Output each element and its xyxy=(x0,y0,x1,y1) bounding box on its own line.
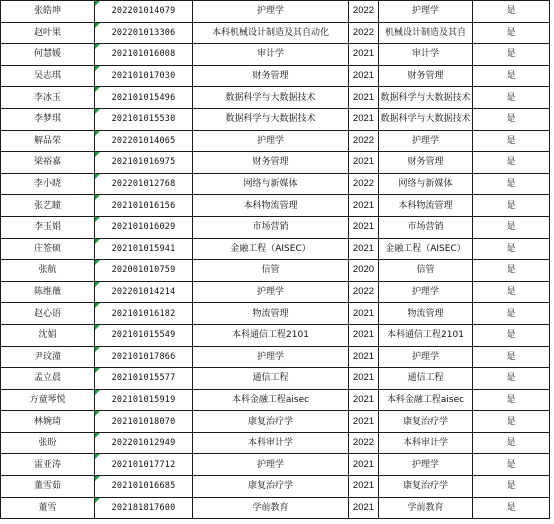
flag-cell[interactable]: 是 xyxy=(473,346,550,368)
major-cell[interactable]: 护理学 xyxy=(193,1,349,23)
major-2-cell[interactable]: 审计学 xyxy=(379,44,473,66)
name-cell[interactable]: 方童琴悦 xyxy=(1,389,95,411)
student-id-cell[interactable]: 202101015530 xyxy=(95,108,193,130)
major-cell[interactable]: 康复治疗学 xyxy=(193,476,349,498)
table-row xyxy=(1,476,550,498)
table-row xyxy=(1,454,550,476)
name-cell[interactable]: 吴志琪 xyxy=(1,65,95,87)
year-cell[interactable]: 2022 xyxy=(349,22,379,44)
student-id-cell[interactable]: 202101017866 xyxy=(95,346,193,368)
student-id-cell[interactable]: 202101017030 xyxy=(95,65,193,87)
flag-cell[interactable]: 是 xyxy=(473,108,550,130)
major-cell[interactable]: 护理学 xyxy=(193,346,349,368)
flag-cell[interactable]: 是 xyxy=(473,281,550,303)
major-2-cell[interactable]: 数据科学与大数据技术 xyxy=(379,87,473,109)
major-cell[interactable]: 康复治疗学 xyxy=(193,411,349,433)
name-cell[interactable]: 张艺瞳 xyxy=(1,195,95,217)
flag-cell[interactable]: 是 xyxy=(473,454,550,476)
name-cell[interactable]: 何慧媛 xyxy=(1,44,95,66)
year-cell[interactable]: 2021 xyxy=(349,195,379,217)
major-cell[interactable]: 数据科学与大数据技术 xyxy=(193,108,349,130)
table-row xyxy=(1,130,550,152)
major-cell[interactable]: 学前教育 xyxy=(193,497,349,519)
major-cell[interactable]: 护理学 xyxy=(193,130,349,152)
major-cell[interactable]: 金融工程（AISEC） xyxy=(193,238,349,260)
year-cell[interactable]: 2021 xyxy=(349,454,379,476)
student-id-cell[interactable]: 202101016685 xyxy=(95,476,193,498)
flag-cell[interactable]: 是 xyxy=(473,130,550,152)
student-id-cell[interactable]: 202101016156 xyxy=(95,195,193,217)
flag-cell[interactable]: 是 xyxy=(473,260,550,282)
flag-cell[interactable]: 是 xyxy=(473,476,550,498)
year-cell[interactable]: 2021 xyxy=(349,108,379,130)
major-2-cell[interactable]: 信管 xyxy=(379,260,473,282)
major-2-cell[interactable]: 数据科学与大数据技术 xyxy=(379,108,473,130)
student-id-cell[interactable]: 202201014079 xyxy=(95,1,193,23)
flag-cell[interactable]: 是 xyxy=(473,389,550,411)
major-2-cell[interactable]: 财务管理 xyxy=(379,65,473,87)
major-2-cell[interactable]: 护理学 xyxy=(379,346,473,368)
flag-cell[interactable]: 是 xyxy=(473,87,550,109)
student-id-cell[interactable]: 202101016975 xyxy=(95,152,193,174)
year-cell[interactable]: 2022 xyxy=(349,432,379,454)
major-cell[interactable]: 市场营销 xyxy=(193,216,349,238)
name-cell[interactable]: 张皓坤 xyxy=(1,1,95,23)
name-cell[interactable]: 沈娟 xyxy=(1,324,95,346)
major-2-cell[interactable]: 财务管理 xyxy=(379,152,473,174)
flag-cell[interactable]: 是 xyxy=(473,216,550,238)
major-2-cell[interactable]: 市场营销 xyxy=(379,216,473,238)
year-cell[interactable]: 2021 xyxy=(349,476,379,498)
year-cell[interactable]: 2021 xyxy=(349,87,379,109)
table-row xyxy=(1,108,550,130)
major-cell[interactable]: 本科金融工程aisec xyxy=(193,389,349,411)
name-cell[interactable]: 陈维薇 xyxy=(1,281,95,303)
year-cell[interactable]: 2022 xyxy=(349,1,379,23)
flag-cell[interactable]: 是 xyxy=(473,303,550,325)
major-2-cell[interactable]: 本科金融工程aisec xyxy=(379,389,473,411)
major-cell[interactable]: 财务管理 xyxy=(193,65,349,87)
name-cell[interactable]: 张航 xyxy=(1,260,95,282)
major-2-cell[interactable]: 本科物流管理 xyxy=(379,195,473,217)
name-cell[interactable]: 梁裕嘉 xyxy=(1,152,95,174)
major-cell[interactable]: 物流管理 xyxy=(193,303,349,325)
table-row xyxy=(1,346,550,368)
name-cell[interactable]: 尹玟潼 xyxy=(1,346,95,368)
table-row xyxy=(1,1,550,23)
year-cell[interactable]: 2021 xyxy=(349,152,379,174)
major-2-cell[interactable]: 康复治疗学 xyxy=(379,476,473,498)
student-id-cell[interactable]: 202201012768 xyxy=(95,173,193,195)
name-cell[interactable]: 董雪茹 xyxy=(1,476,95,498)
flag-cell[interactable]: 是 xyxy=(473,22,550,44)
year-cell[interactable]: 2021 xyxy=(349,65,379,87)
table-row xyxy=(1,152,550,174)
table-row xyxy=(1,216,550,238)
student-id-cell[interactable]: 202101015919 xyxy=(95,389,193,411)
student-id-cell[interactable]: 202201013306 xyxy=(95,22,193,44)
name-cell[interactable]: 李玉娟 xyxy=(1,216,95,238)
flag-cell[interactable]: 是 xyxy=(473,497,550,519)
flag-cell[interactable]: 是 xyxy=(473,324,550,346)
flag-cell[interactable]: 是 xyxy=(473,65,550,87)
table-row xyxy=(1,411,550,433)
flag-cell[interactable]: 是 xyxy=(473,411,550,433)
major-cell[interactable]: 数据科学与大数据技术 xyxy=(193,87,349,109)
major-cell[interactable]: 护理学 xyxy=(193,454,349,476)
student-id-cell[interactable]: 202101015549 xyxy=(95,324,193,346)
table-row xyxy=(1,368,550,390)
flag-cell[interactable]: 是 xyxy=(473,238,550,260)
student-id-cell[interactable]: 202101015577 xyxy=(95,368,193,390)
year-cell[interactable]: 2021 xyxy=(349,497,379,519)
name-cell[interactable]: 孟立晨 xyxy=(1,368,95,390)
major-2-cell[interactable]: 本科通信工程2101 xyxy=(379,324,473,346)
name-cell[interactable]: 解品荣 xyxy=(1,130,95,152)
name-cell[interactable]: 雷亚涛 xyxy=(1,454,95,476)
student-id-cell[interactable]: 202201014214 xyxy=(95,281,193,303)
student-id-cell[interactable]: 202001010759 xyxy=(95,260,193,282)
year-cell[interactable]: 2022 xyxy=(349,130,379,152)
year-cell[interactable]: 2021 xyxy=(349,324,379,346)
major-cell[interactable]: 护理学 xyxy=(193,281,349,303)
year-cell[interactable]: 2021 xyxy=(349,238,379,260)
major-cell[interactable]: 本科机械设计制造及其自动化 xyxy=(193,22,349,44)
year-cell[interactable]: 2021 xyxy=(349,368,379,390)
flag-cell[interactable]: 是 xyxy=(473,152,550,174)
major-2-cell[interactable]: 护理学 xyxy=(379,281,473,303)
major-2-cell[interactable]: 机械设计制造及其自 xyxy=(379,22,473,44)
name-cell[interactable]: 庄签硕 xyxy=(1,238,95,260)
student-id-cell[interactable]: 202101017712 xyxy=(95,454,193,476)
flag-cell[interactable]: 是 xyxy=(473,173,550,195)
table-row xyxy=(1,432,550,454)
spreadsheet-body xyxy=(1,1,550,519)
major-cell[interactable]: 财务管理 xyxy=(193,152,349,174)
name-cell[interactable]: 林婉琦 xyxy=(1,411,95,433)
major-2-cell[interactable]: 护理学 xyxy=(379,1,473,23)
year-cell[interactable]: 2021 xyxy=(349,389,379,411)
student-id-cell[interactable]: 202101015941 xyxy=(95,238,193,260)
student-id-cell[interactable]: 202101015496 xyxy=(95,87,193,109)
major-2-cell[interactable]: 学前教育 xyxy=(379,497,473,519)
major-2-cell[interactable]: 网络与新媒体 xyxy=(379,173,473,195)
major-2-cell[interactable]: 康复治疗学 xyxy=(379,411,473,433)
student-id-cell[interactable]: 202181817600 xyxy=(95,497,193,519)
flag-cell[interactable]: 是 xyxy=(473,432,550,454)
table-row xyxy=(1,324,550,346)
table-row xyxy=(1,260,550,282)
major-2-cell[interactable]: 护理学 xyxy=(379,454,473,476)
name-cell[interactable]: 董雪 xyxy=(1,497,95,519)
flag-cell[interactable]: 是 xyxy=(473,195,550,217)
major-cell[interactable]: 信管 xyxy=(193,260,349,282)
name-cell[interactable]: 赵叶果 xyxy=(1,22,95,44)
flag-cell[interactable]: 是 xyxy=(473,44,550,66)
year-cell[interactable]: 2021 xyxy=(349,303,379,325)
student-id-cell[interactable]: 202101018070 xyxy=(95,411,193,433)
name-cell[interactable]: 李冰玉 xyxy=(1,87,95,109)
year-cell[interactable]: 2022 xyxy=(349,173,379,195)
table-row xyxy=(1,303,550,325)
year-cell[interactable]: 2022 xyxy=(349,281,379,303)
flag-cell[interactable]: 是 xyxy=(473,368,550,390)
table-row xyxy=(1,195,550,217)
table-row xyxy=(1,389,550,411)
table-row xyxy=(1,22,550,44)
major-2-cell[interactable]: 护理学 xyxy=(379,130,473,152)
year-cell[interactable]: 2021 xyxy=(349,44,379,66)
major-cell[interactable]: 本科物流管理 xyxy=(193,195,349,217)
table-row xyxy=(1,87,550,109)
student-id-cell[interactable]: 202101016182 xyxy=(95,303,193,325)
table-row xyxy=(1,65,550,87)
year-cell[interactable]: 2021 xyxy=(349,346,379,368)
name-cell[interactable]: 赵心语 xyxy=(1,303,95,325)
table-row xyxy=(1,497,550,519)
major-cell[interactable]: 本科通信工程2101 xyxy=(193,324,349,346)
major-2-cell[interactable]: 金融工程（AISEC） xyxy=(379,238,473,260)
major-2-cell[interactable]: 本科审计学 xyxy=(379,432,473,454)
table-row xyxy=(1,44,550,66)
name-cell[interactable]: 李小晓 xyxy=(1,173,95,195)
major-2-cell[interactable]: 通信工程 xyxy=(379,368,473,390)
major-2-cell[interactable]: 物流管理 xyxy=(379,303,473,325)
table-row xyxy=(1,238,550,260)
student-id-cell[interactable]: 202201014065 xyxy=(95,130,193,152)
name-cell[interactable]: 李梦琪 xyxy=(1,108,95,130)
table-row xyxy=(1,281,550,303)
major-cell[interactable]: 审计学 xyxy=(193,44,349,66)
year-cell[interactable]: 2021 xyxy=(349,411,379,433)
student-id-cell[interactable]: 202101016008 xyxy=(95,44,193,66)
major-cell[interactable]: 本科审计学 xyxy=(193,432,349,454)
flag-cell[interactable]: 是 xyxy=(473,1,550,23)
student-id-cell[interactable]: 202101016029 xyxy=(95,216,193,238)
table-row xyxy=(1,173,550,195)
year-cell[interactable]: 2021 xyxy=(349,216,379,238)
major-cell[interactable]: 网络与新媒体 xyxy=(193,173,349,195)
student-id-cell[interactable]: 202201012949 xyxy=(95,432,193,454)
major-cell[interactable]: 通信工程 xyxy=(193,368,349,390)
year-cell[interactable]: 2020 xyxy=(349,260,379,282)
name-cell[interactable]: 张盼 xyxy=(1,432,95,454)
